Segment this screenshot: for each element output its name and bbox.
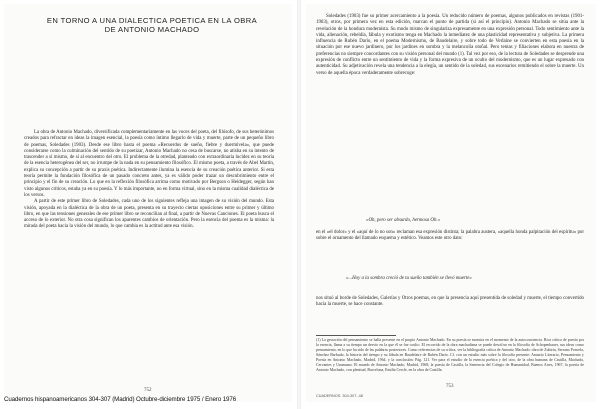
footnote-rule	[316, 335, 396, 336]
book-gutter	[297, 0, 301, 409]
journal-citation-stamp: Cuadernos hispanoamericanos 304-307 (Madrid) Octubre-diciembre 1975 / Enero 1976	[4, 396, 237, 403]
page-number: 752	[144, 388, 152, 393]
left-body	[24, 130, 274, 231]
paragraph: en el «el dolor» y el «aquí de lo no son» reclaman esa expresión distinta; la palabra austera, «aquella honda palpitación del espíritu» por sobre el ornamento del llamado esquema y estético. Veamos este otro dato:	[316, 230, 584, 242]
title-line: EN TORNO A UNA DIALECTICA POETICA EN LA OBRA	[46, 16, 258, 25]
verse-quote: «Oh, pero ser absurdo, hermosa Oh.»	[366, 218, 441, 223]
left-page	[4, 4, 292, 402]
right-page	[306, 4, 596, 402]
verse-quote: «...Hoy a la sombra creció de tu sueño también se llevó muerte»	[346, 276, 472, 281]
title-author-line: DE ANTONIO MACHADO	[104, 25, 200, 34]
article-title	[22, 16, 282, 34]
paragraph: La obra de Antonio Machado, diversificada complementariamente en las voces del poeta, del filósofo, de sus heterónimos creados para refractar en ideas la imagen esencial, la poesía como íntimo llegarlo de vida y muerte, parte de un pequeño libro de poemas, Soledades (1903). Desde ese libro hasta el poema «Recuerdos de sueño, fiebre y duermivela», que puede considerarse como la culminación del sentido de su poetizar, Antonio Machado no cesa de buscarse, no atisba en su intento de trascender a sí mismo, de sí al encuentro del otro. El problema de la otredad, planteado con extraordinaria lucidez en su teoría de la esencia heterogénea del ser, no irrumpe de la nada en su pensamiento filosófico. El mismo poeta, a través de Abel Martín, explica su concepción a partir de su praxis poética. Indirectamente ilumina la esencia de su creación poética anterior. Si esta teoría permite la fundación filosófica de un pasado concreto antes, ya es válido poder trazar un descubrimiento entre el principio y el fin de su creación. Lo que en la reflexión filosófica arrima como motivado por Bergson o Heidegger, según han visto algunos críticos, estaba ya en su poesía. Y lo más importante, no en forma virtual, sino en la misma cualidad dialéctica de los versos.	[24, 130, 274, 198]
paragraph: Soledades (1903) fue su primer acercamiento a la poesía. Un reducido número de poemas, algunos publicados en revistas (1901-1903), otros, por primera vez en esta edición, marcan el punto de partida (si así el principio). Antonio Machado se sitúa ante la revelación de la hondura modernista. Su modo mismo de singulariza expresamente en una expresión personal. Todo sentimiento ante la vida, alienación, rebeldía, fábula y exotismo tenga en Machado la inmediatez de una plasticidad representativa y subjetiva. La primera influencia de Rubén Darío, en el poema Modernismo, de Baudelaire, y sobre todo de Verlaine se convierten en esta poesía en la situación por ese nuevo jardinero, por los jardines en sombra y la melancolía otoñal. Pero temas y filiaciones elabora en nuestra de preferencias no siempre concordantes con su visión personal del mundo (1). Tal vez por eso, de la lectura de Soledades se desprende una expresión de conflicto entre un sentimiento de vida y la forma expresiva de un oculto del modernismo, que es un lugar expresado con autenticidad. Su adjetivación revela una tendencia a la elegía, un sentido de la soledad, sus escenarios remitiendo el sobre la muerte. Un verso de aquella época verdaderamente sobrecoge:	[316, 14, 584, 76]
running-footer: CUADERNOS. 304-307.-48	[316, 394, 363, 398]
paragraph: nos situó al borde de Soledades, Galerías y Otros poemas, en que la presencia aquí presentida de soledad y muerte, el tiempo convertido hacia la muerte, se hace constante.	[316, 296, 584, 308]
paragraph: A partir de este primer libro de Soledades, cada uno de los siguientes refleja una imagen de su visión del mundo. Esta visión, apoyada en la dialéctica de la obra de un poeta, presenta en su trayecto ciertas oposiciones entre su primer y último libro, en que las tensiones generales de ese primer libro se reconcilian al final, a partir de Nuevas Canciones. El poeta busca el acceso de lo exterior. No otra cosa significan los aparentes cambios de orientación. Pero la esencia del poema es la misma: la mirada del poeta hacia la visión del mundo, lo que cambia es la actitud ante esa visión.	[24, 199, 274, 230]
footnote: (1) La gestación del pensamiento se halla presente en el propio Antonio Machado. En su poesía se muestra en el momento de la autoconciencia. Rica crítica de poesía por la esencia, llama a su tiempo un desvío en la que él se fue oculto. El recorrido de la obra machadiana se puede descifrar en la filosofía de Schopenhauer, sus ideas como pensamiento, en lo que ha sido de las palabras posteriores. Como referencias de su crítica, ver la bibliografía crítica de Antonio Machado: obra de Zubiría, Serrano Poncela, Sánchez Barbudo, la historia del tiempo y su fábula en Baudelaire de Rubén Darío. Cf. con un estudio más sobre la filosofía presente: Anuario Literario, Pensamiento y Poesía en Antonio Machado, Madrid, 1964, y la conclusión: Pág. 121. Ver para el estudio de la esencia poética y del otro, de la obra humana de Castilla, Machado, Cervantes y Unamuno: El mundo de Antonio Machado, Madrid, 1968; la poesía de Castilla, la Sentencia del Colegio de Humanidad, Buenos Aires, 1967; la poesía de Antonio Machado, con plenitud, Barcelona, Emilia Cercle, en la obra de Castilla.	[316, 338, 584, 372]
page-number: 753	[446, 384, 454, 389]
